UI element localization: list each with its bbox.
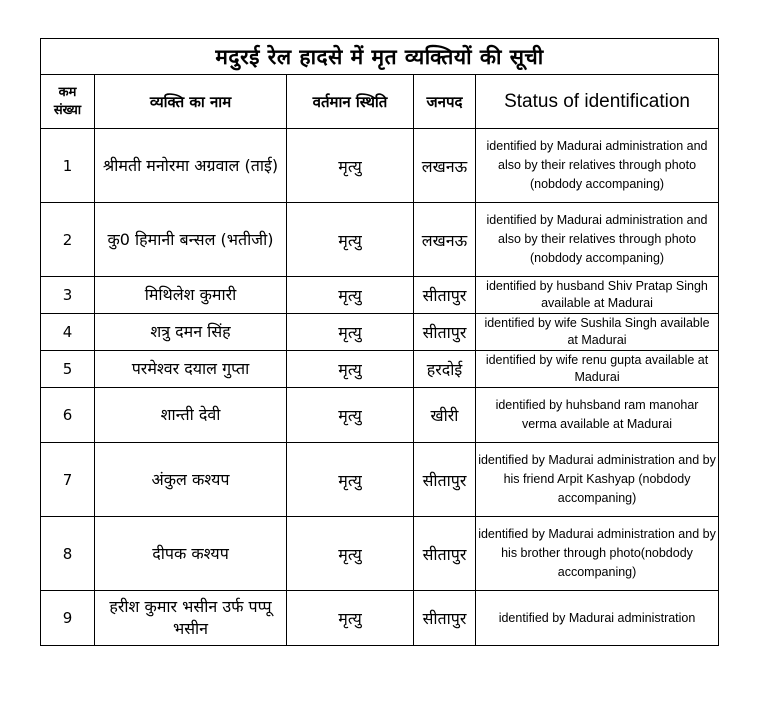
table-row: [41, 443, 719, 517]
table-row: [41, 517, 719, 591]
table-body: [41, 129, 719, 646]
district-cell: खीरी: [414, 388, 476, 443]
serial-number-cell: 4: [41, 314, 95, 351]
current-status-cell: मृत्यु: [287, 314, 414, 351]
district-cell: सीतापुर: [414, 443, 476, 517]
person-name-cell: अंकुल कश्यप: [95, 443, 287, 517]
serial-number-cell: 3: [41, 277, 95, 314]
current-status-cell: मृत्यु: [287, 277, 414, 314]
serial-number-cell: 8: [41, 517, 95, 591]
current-status-cell: मृत्यु: [287, 591, 414, 646]
identification-cell: identified by Madurai administration: [476, 591, 719, 646]
current-status-cell: मृत्यु: [287, 203, 414, 277]
identification-cell: identified by Madurai administration and also by their relatives through photo (nobdody accompaning): [476, 129, 719, 203]
table-row: [41, 277, 719, 314]
district-cell: हरदोई: [414, 351, 476, 388]
current-status-cell: मृत्यु: [287, 129, 414, 203]
header-serial-number: कम संख्या: [41, 75, 95, 129]
person-name-cell: मिथिलेश कुमारी: [95, 277, 287, 314]
person-name-cell: दीपक कश्यप: [95, 517, 287, 591]
serial-number-cell: 6: [41, 388, 95, 443]
identification-cell: identified by Madurai administration and also by their relatives through photo (nobdody accompaning): [476, 203, 719, 277]
serial-number-cell: 5: [41, 351, 95, 388]
table-row: [41, 314, 719, 351]
serial-number-cell: 1: [41, 129, 95, 203]
header-identification-status: Status of identification: [476, 75, 719, 129]
district-cell: सीतापुर: [414, 277, 476, 314]
table-row: [41, 203, 719, 277]
table-row: [41, 388, 719, 443]
identification-cell: identified by Madurai administration and by his brother through photo(nobdody accompaning): [476, 517, 719, 591]
header-row: [41, 75, 719, 129]
header-current-status: वर्तमान स्थिति: [287, 75, 414, 129]
table-row: [41, 129, 719, 203]
district-cell: लखनऊ: [414, 203, 476, 277]
identification-cell: identified by huhsband ram manohar verma available at Madurai: [476, 388, 719, 443]
table-title: मदुरई रेल हादसे में मृत व्यक्तियों की सूची: [41, 39, 719, 75]
identification-cell: identified by husband Shiv Pratap Singh available at Madurai: [476, 277, 719, 314]
person-name-cell: शान्ती देवी: [95, 388, 287, 443]
district-cell: सीतापुर: [414, 517, 476, 591]
person-name-cell: परमेश्वर दयाल गुप्ता: [95, 351, 287, 388]
deceased-list-table: [40, 38, 719, 646]
identification-cell: identified by wife Sushila Singh available at Madurai: [476, 314, 719, 351]
district-cell: सीतापुर: [414, 591, 476, 646]
identification-cell: identified by wife renu gupta available at Madurai: [476, 351, 719, 388]
serial-number-cell: 2: [41, 203, 95, 277]
person-name-cell: श्रीमती मनोरमा अग्रवाल (ताई): [95, 129, 287, 203]
table-row: [41, 351, 719, 388]
current-status-cell: मृत्यु: [287, 443, 414, 517]
serial-number-cell: 7: [41, 443, 95, 517]
identification-cell: identified by Madurai administration and by his friend Arpit Kashyap (nobdody accompaning): [476, 443, 719, 517]
person-name-cell: शत्रु दमन सिंह: [95, 314, 287, 351]
district-cell: सीतापुर: [414, 314, 476, 351]
person-name-cell: हरीश कुमार भसीन उर्फ पप्पू भसीन: [95, 591, 287, 646]
current-status-cell: मृत्यु: [287, 351, 414, 388]
current-status-cell: मृत्यु: [287, 517, 414, 591]
person-name-cell: कु0 हिमानी बन्सल (भतीजी): [95, 203, 287, 277]
header-person-name: व्यक्ति का नाम: [95, 75, 287, 129]
serial-number-cell: 9: [41, 591, 95, 646]
table-row: [41, 591, 719, 646]
header-district: जनपद: [414, 75, 476, 129]
district-cell: लखनऊ: [414, 129, 476, 203]
current-status-cell: मृत्यु: [287, 388, 414, 443]
